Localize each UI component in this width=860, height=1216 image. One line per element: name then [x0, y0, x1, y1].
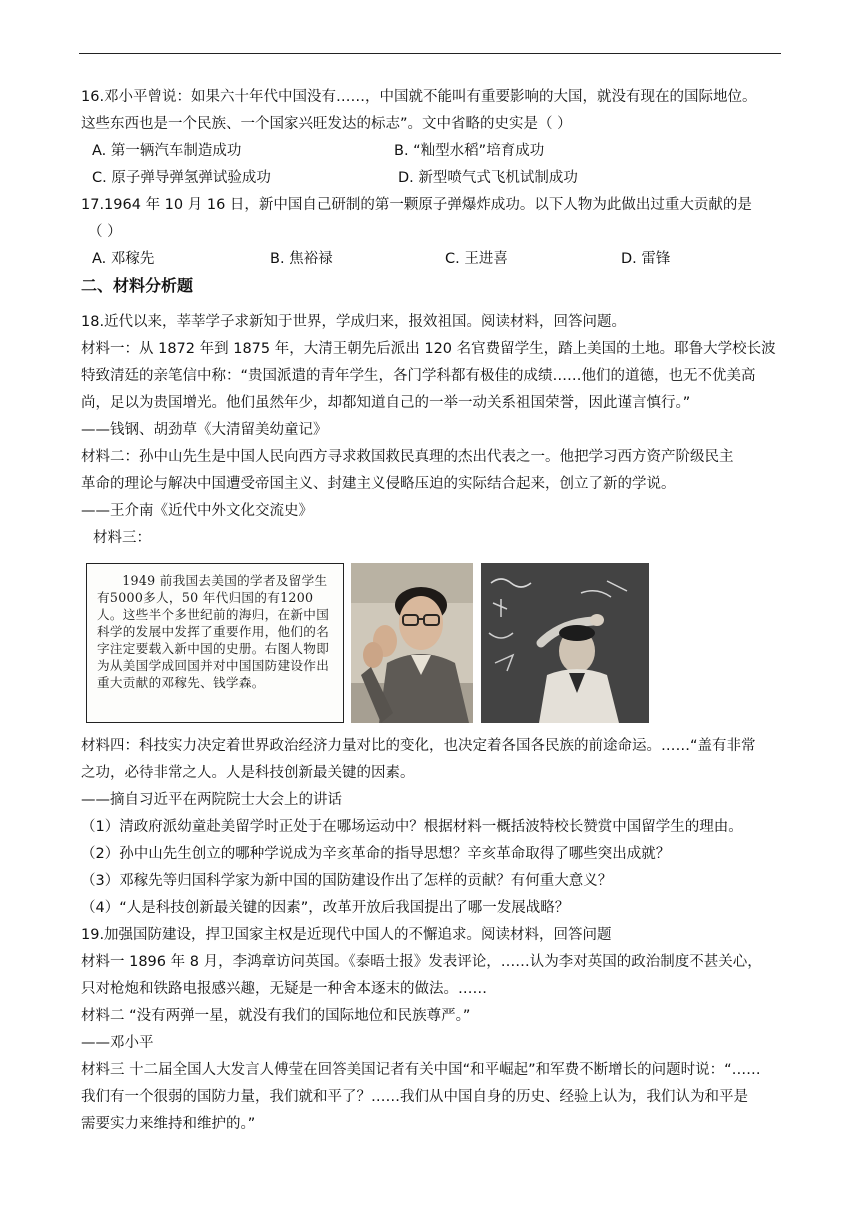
q18-material3-label: 材料三：	[93, 530, 151, 546]
q17-option-b: B. 焦裕禄	[270, 251, 333, 267]
q19-material1-line1: 材料一 1896 年 8 月，李鸿章访问英国。《泰晤士报》发表评论，……认为李对英国的政治制度不甚关心，	[81, 954, 762, 970]
q18-material4-source: ——摘自习近平在两院院士大会上的讲话	[81, 792, 342, 808]
q16-option-a: A. 第一辆汽车制造成功	[92, 143, 242, 159]
q16-option-c: C. 原子弹导弹氢弹试验成功	[92, 170, 271, 186]
q18-material1-line3: 尚，足以为贵国增光。他们虽然年少，却都知道自己的一举一动关系祖国荣誉，因此谨言慎行。”	[81, 395, 691, 411]
q18-material2-source: ——王介南《近代中外文化交流史》	[81, 503, 313, 519]
q18-material4-line1: 材料四：科技实力决定着世界政治经济力量对比的变化，也决定着各国各民族的前途命运。……“盖有非常	[81, 738, 756, 754]
photo-qian-xuesen	[481, 563, 649, 723]
q18-subquestion-2: （2）孙中山先生创立的哪种学说成为辛亥革命的指导思想？辛亥革命取得了哪些突出成就？	[81, 846, 671, 862]
q18-subquestion-1: （1）清政府派幼童赴美留学时正处于在哪场运动中？根据材料一概括波特校长赞赏中国留学生的理由。	[81, 819, 743, 835]
handwritten-note-figure	[86, 563, 344, 723]
q18-subquestion-4: （4）“人是科技创新最关键的因素”，改革开放后我国提出了哪一发展战略？	[81, 900, 570, 916]
q17-option-a: A. 邓稼先	[92, 251, 155, 267]
handwritten-note-text: 1949 前我国去美国的学者及留学生有5000多人，50 年代归国的有1200人。这些半个多世纪前的海归，在新中国科学的发展中发挥了重要作用，他们的名字注定要载入新中国的史册。右图人物即为从美国学成回国并对中国国防建设作出重大贡献的邓稼先、钱学森。	[97, 573, 330, 690]
q19-material3-line2: 我们有一个很弱的国防力量，我们就和平了？……我们从中国自身的历史、经验上认为，我们认为和平是	[81, 1089, 748, 1105]
photo-deng-jiaxian	[351, 563, 473, 723]
q18-material1-source: ——钱钢、胡劲草《大清留美幼童记》	[81, 422, 328, 438]
q18-material2-line2: 革命的理论与解决中国遭受帝国主义、封建主义侵略压迫的实际结合起来，创立了新的学说。	[81, 476, 676, 492]
q19-intro: 19.加强国防建设，捍卫国家主权是近现代中国人的不懈追求。阅读材料，回答问题	[81, 927, 612, 943]
blackboard-photo-graphic	[481, 563, 649, 723]
q19-material3-line3: 需要实力来维持和维护的。”	[81, 1116, 256, 1132]
q17-option-d: D. 雷锋	[621, 251, 671, 267]
q19-material1-line2: 只对枪炮和铁路电报感兴趣，无疑是一种舍本逐末的做法。……	[81, 981, 487, 997]
q19-material2-source: ——邓小平	[81, 1035, 154, 1051]
q16-stem-line2: 这些东西也是一个民族、一个国家兴旺发达的标志”。文中省略的史实是（ ）	[81, 116, 572, 132]
header-rule	[79, 53, 781, 54]
q19-material3-line1: 材料三 十二届全国人大发言人傅莹在回答美国记者有关中国“和平崛起”和军费不断增长的问题时说：“……	[81, 1062, 761, 1078]
q16-stem-line1: 16.邓小平曾说：如果六十年代中国没有……，中国就不能叫有重要影响的大国，就没有现在的国际地位。	[81, 89, 757, 105]
q17-option-c: C. 王进喜	[445, 251, 508, 267]
q16-option-d: D. 新型喷气式飞机试制成功	[398, 170, 578, 186]
q16-option-b: B. “籼型水稻”培育成功	[394, 143, 545, 159]
portrait-photo-graphic	[351, 563, 473, 723]
q19-material2-line1: 材料二 “没有两弹一星，就没有我们的国际地位和民族尊严。”	[81, 1008, 471, 1024]
q17-stem-line2: （ ）	[88, 224, 122, 240]
q18-material1-line2: 特致清廷的亲笔信中称：“贵国派遣的青年学生，各门学科都有极佳的成绩……他们的道德，也无不优美高	[81, 368, 756, 384]
q18-material4-line2: 之功，必待非常之人。人是科技创新最关键的因素。	[81, 765, 415, 781]
q18-subquestion-3: （3）邓稼先等归国科学家为新中国的国防建设作出了怎样的贡献？有何重大意义？	[81, 873, 613, 889]
q17-stem-line1: 17.1964 年 10 月 16 日，新中国自己研制的第一颗原子弹爆炸成功。以下人物为此做出过重大贡献的是	[81, 197, 752, 213]
section-title: 二、材料分析题	[81, 276, 194, 295]
q18-material2-line1: 材料二：孙中山先生是中国人民向西方寻求救国救民真理的杰出代表之一。他把学习西方资产阶级民主	[81, 449, 734, 465]
q18-intro: 18.近代以来，莘莘学子求新知于世界，学成归来，报效祖国。阅读材料，回答问题。	[81, 314, 627, 330]
q18-material1-line1: 材料一：从 1872 年到 1875 年，大清王朝先后派出 120 名官费留学生，踏上美国的土地。耶鲁大学校长波	[81, 341, 776, 357]
